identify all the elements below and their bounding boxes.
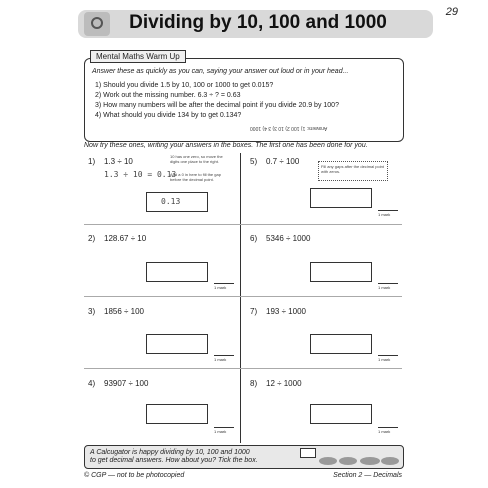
answer-box-1[interactable] xyxy=(146,192,208,212)
warmup-label: Mental Maths Warm Up xyxy=(90,50,186,63)
row-divider xyxy=(84,224,402,225)
worked-hint: 10 has one zero, so move the digits one place to the right. xyxy=(170,154,223,164)
question-text: 0.7 ÷ 100 xyxy=(266,157,300,166)
page-title: Dividing by 10, 100 and 1000 xyxy=(129,12,387,33)
mark-line xyxy=(378,210,398,211)
footer-copyright: © CGP — not to be photocopied xyxy=(84,472,185,479)
mark-line xyxy=(378,283,398,284)
warmup-question: 4) What should you divide 134 by to get 0.134? xyxy=(95,112,242,119)
warmup-question: 2) Work out the missing number. 6.3 ÷ ? = 0.63 xyxy=(95,92,241,99)
mark-label: 1 mark xyxy=(378,285,391,290)
warmup-question: 1) Should you divide 1.5 by 10, 100 or 1000 to get 0.015? xyxy=(95,82,274,89)
mark-label: 1 mark xyxy=(214,429,227,434)
page-number: 29 xyxy=(445,6,458,18)
column-divider xyxy=(240,153,241,443)
mark-line xyxy=(214,427,234,428)
worked-working: 1.3 ÷ 10 = 0.13 xyxy=(104,170,177,179)
question-number: 4) xyxy=(88,379,96,388)
answer-box-7[interactable] xyxy=(310,334,372,354)
mark-line xyxy=(378,355,398,356)
question-text: 193 ÷ 1000 xyxy=(266,307,306,316)
calcugator-icon xyxy=(318,454,400,466)
mark-line xyxy=(214,355,234,356)
mark-label: 1 mark xyxy=(214,285,227,290)
self-assessment-text xyxy=(90,449,258,465)
question-text: 1.3 ÷ 10 xyxy=(104,157,133,166)
mark-label: 1 mark xyxy=(378,357,391,362)
mark-label: 1 mark xyxy=(214,357,227,362)
answer-box-2[interactable] xyxy=(146,262,208,282)
row-divider xyxy=(84,296,402,297)
mark-line xyxy=(378,427,398,428)
answer-value: 0.13 xyxy=(161,197,181,206)
question-text: 1856 ÷ 100 xyxy=(104,307,144,316)
upside-down-answers: Answers: 1) 100 2) 10 3) 3 4) 1000 xyxy=(250,125,328,131)
exercise-instruction: Now try these ones, writing your answers in the boxes. The first one has been done for you. xyxy=(84,142,368,149)
self-assessment-line: to get decimal answers. How about you? Tick the box. xyxy=(90,457,258,464)
question-number: 3) xyxy=(88,307,96,316)
mark-label: 1 mark xyxy=(378,212,391,217)
mark-label: 1 mark xyxy=(378,429,391,434)
tip-box: Fill any gaps after the decimal point with zeros. xyxy=(318,161,388,181)
question-number: 8) xyxy=(250,379,258,388)
question-text: 93907 ÷ 100 xyxy=(104,379,149,388)
warmup-instruction: Answer these as quickly as you can, saying your answer out loud or in your head... xyxy=(92,68,349,75)
question-text: 12 ÷ 1000 xyxy=(266,379,302,388)
answer-box-6[interactable] xyxy=(310,262,372,282)
row-divider xyxy=(84,368,402,369)
answer-box-8[interactable] xyxy=(310,404,372,424)
mark-line xyxy=(214,283,234,284)
answer-box-5[interactable] xyxy=(310,188,372,208)
question-number: 5) xyxy=(250,157,258,166)
warmup-question: 3) How many numbers will be after the decimal point if you divide 20.9 by 100? xyxy=(95,102,339,109)
self-assessment-line: A Calcugator is happy dividing by 10, 100 and 1000 xyxy=(90,449,250,456)
answer-box-3[interactable] xyxy=(146,334,208,354)
tick-checkbox[interactable] xyxy=(300,448,316,458)
question-text: 5346 ÷ 1000 xyxy=(266,234,311,243)
question-number: 7) xyxy=(250,307,258,316)
question-number: 6) xyxy=(250,234,258,243)
footer-section: Section 2 — Decimals xyxy=(333,472,402,479)
question-number: 2) xyxy=(88,234,96,243)
question-text: 128.67 ÷ 10 xyxy=(104,234,147,243)
worked-hint: Add a 0 in here to fill the gap before the decimal point. xyxy=(170,172,221,182)
question-number: 1) xyxy=(88,157,96,166)
answer-box-4[interactable] xyxy=(146,404,208,424)
